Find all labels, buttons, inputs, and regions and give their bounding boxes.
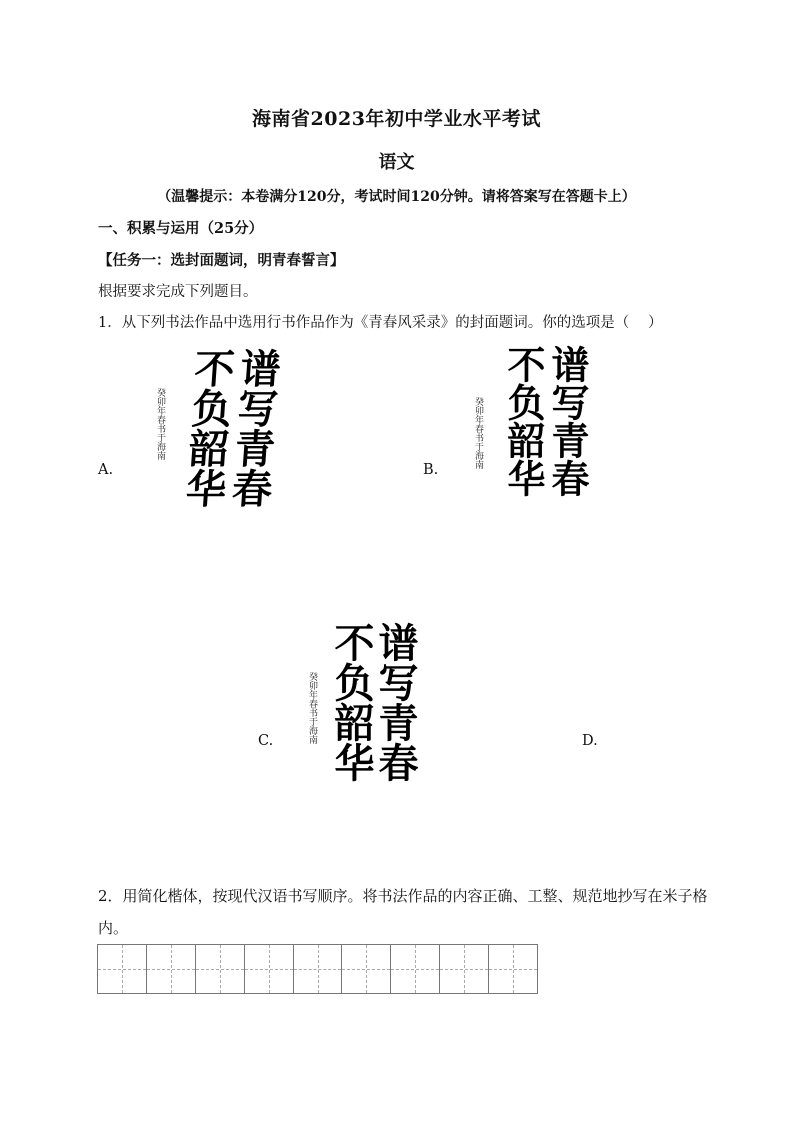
- option-b-right-text: 谱写青春: [545, 345, 590, 497]
- instruction-text: 根据要求完成下列题目。: [98, 284, 258, 300]
- option-b-left-text: 不负韶华: [501, 345, 546, 497]
- subject-title: 语文: [378, 152, 415, 173]
- option-a-signature: 癸卯年春书于海南: [155, 388, 165, 460]
- grid-cell[interactable]: [98, 945, 147, 993]
- grid-cell[interactable]: [489, 945, 537, 993]
- grid-cell[interactable]: [294, 945, 343, 993]
- option-c-left-text: 不负韶华: [328, 622, 375, 782]
- option-a-right-text: 谱写青春: [224, 348, 283, 508]
- option-c-right-column: [366, 622, 424, 782]
- option-b-calligraphy: [473, 345, 590, 595]
- option-a-right-column: [216, 348, 289, 508]
- grid-cell[interactable]: [440, 945, 489, 993]
- option-b-signature: 癸卯年春书于海南: [473, 397, 483, 469]
- option-a-calligraphy: [155, 348, 283, 598]
- question-2: 2．用简化楷体，按现代汉语书写顺序。将书法作品的内容正确、工整、规范地抄写在米子格内。: [98, 887, 708, 937]
- option-a-label[interactable]: A.: [98, 462, 114, 478]
- exam-tip: （温馨提示：本卷满分120分，考试时间120分钟。请将答案写在答题卡上）: [157, 189, 636, 205]
- option-c-right-text: 谱写青春: [372, 622, 419, 782]
- question-1-text: 1．从下列书法作品中选用行书作品作为《青春风采录》的封面题词。你的选项是（: [98, 315, 630, 331]
- grid-cell[interactable]: [196, 945, 245, 993]
- grid-cell[interactable]: [245, 945, 294, 993]
- grid-cell[interactable]: [391, 945, 440, 993]
- option-c-label[interactable]: C.: [258, 733, 274, 749]
- option-b-right-column: [536, 345, 598, 497]
- option-c-signature: 癸卯年春书于海南: [307, 672, 317, 744]
- question-1-close-paren: ）: [648, 315, 663, 331]
- exam-title: 海南省2023年初中学业水平考试: [252, 108, 541, 130]
- option-a-left-text: 不负韶华: [178, 348, 237, 508]
- option-d-label[interactable]: D.: [582, 733, 598, 749]
- task-heading: 【任务一：选封面题词，明青春誓言】: [98, 252, 345, 269]
- section-heading: 一、积累与运用（25分）: [98, 220, 264, 237]
- question-1: [98, 311, 663, 332]
- grid-cell[interactable]: [342, 945, 391, 993]
- grid-cell[interactable]: [147, 945, 196, 993]
- mizi-grid[interactable]: [97, 944, 538, 994]
- option-b-label[interactable]: B.: [423, 462, 439, 478]
- option-c-calligraphy: [307, 622, 419, 862]
